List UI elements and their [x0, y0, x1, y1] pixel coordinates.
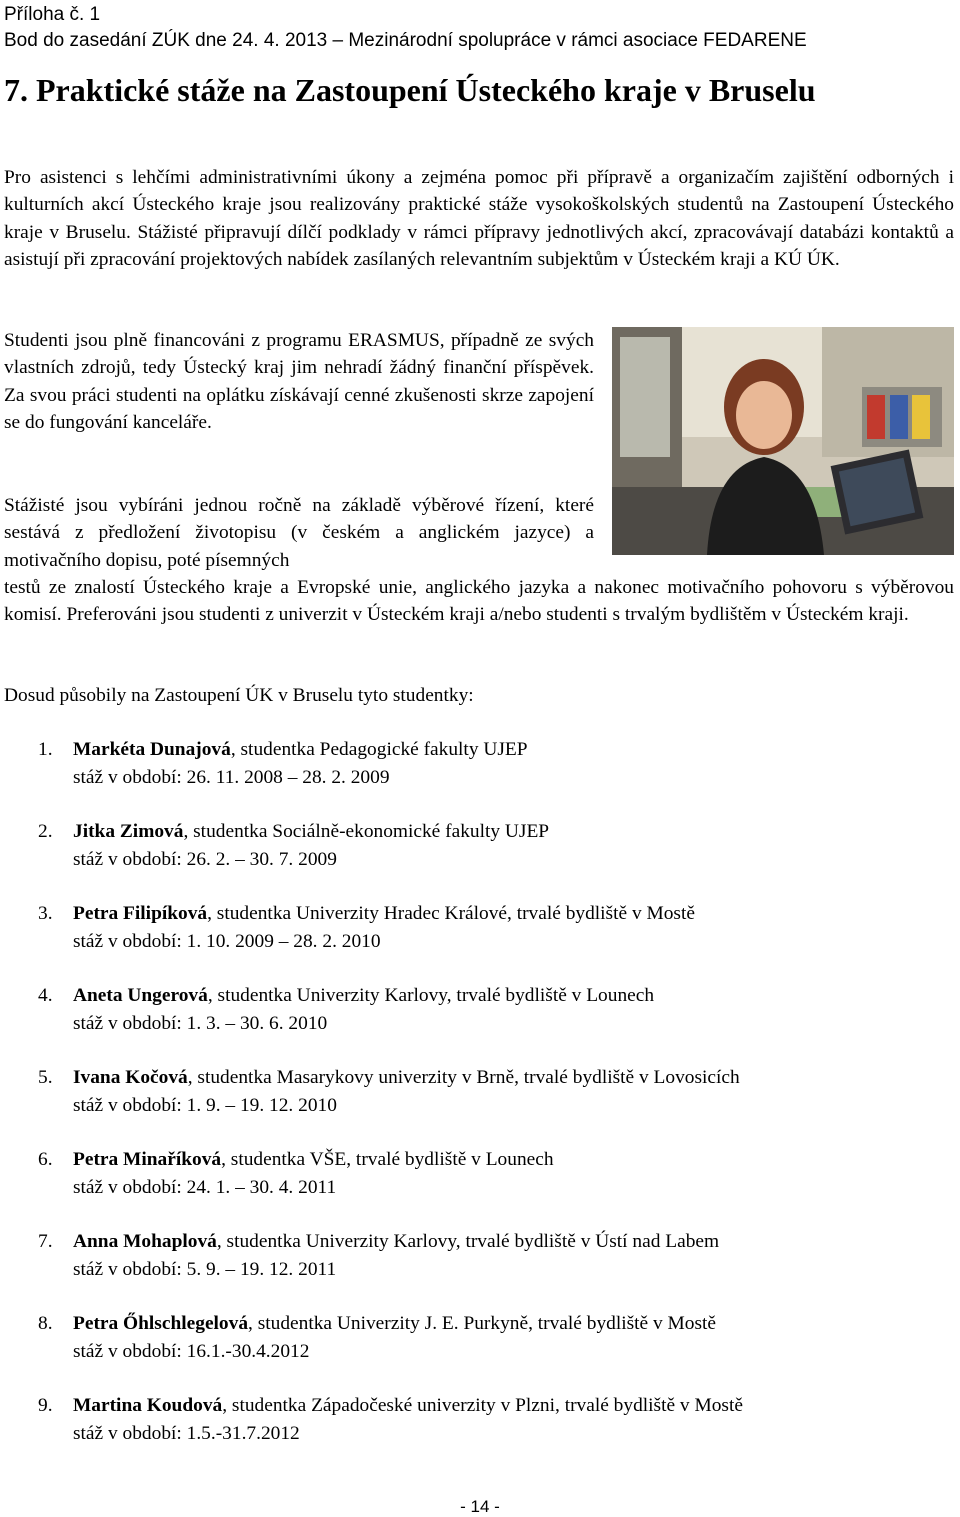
student-name: Jitka Zimová [73, 821, 184, 842]
item-number: 4. [38, 985, 53, 1006]
student-description: , studentka Masarykovy univerzity v Brně, trvalé bydliště v Lovosicích [187, 1067, 740, 1088]
item-number: 7. [38, 1231, 53, 1252]
item-number: 1. [38, 739, 53, 760]
meeting-point-label: Bod do zasedání ZÚK dne 24. 4. 2013 – Mezinárodní spolupráce v rámci asociace FEDARENE [4, 30, 807, 51]
intro-paragraph: Pro asistenci s lehčími administrativními úkony a zejména pomoc při přípravě a organizačím zajištění odborných i kulturních akcí Ústeckého kraje jsou realizovány praktické stáže vysokoškolských studentů na Zastoupení Ústeckého kraje v Bruselu. Stážisté připravují dílčí podklady v rámci přípravy jednotlivých akcí, zpracovávají databázi kontaktů a asistují při zpracování projektových nabídek zasílaných relevantním subjektům v Ústeckém kraji a KÚ ÚK. [4, 167, 954, 271]
internship-period: stáž v období: 1. 3. – 30. 6. 2010 [73, 1012, 328, 1034]
photo-illustration [612, 327, 954, 555]
internship-period: stáž v období: 1. 9. – 19. 12. 2010 [73, 1094, 337, 1116]
selection-paragraph-part2: testů ze znalostí Ústeckého kraje a Evropské unie, anglického jazyka a nakonec motivačního pohovoru s výběrovou komisí. Preferováni jsou studenti z univerzit v Ústeckém kraji a/nebo studenti s trvalým bydlištěm v Ústeckém kraji. [4, 577, 954, 626]
item-number: 9. [38, 1395, 53, 1416]
item-number: 5. [38, 1067, 53, 1088]
item-number: 2. [38, 821, 53, 842]
internship-period: stáž v období: 24. 1. – 30. 4. 2011 [73, 1176, 337, 1198]
student-description: , studentka VŠE, trvalé bydliště v Lounech [221, 1149, 554, 1170]
student-name: Markéta Dunajová [73, 739, 231, 760]
attachment-label: Příloha č. 1 [4, 4, 101, 25]
item-number: 8. [38, 1313, 53, 1334]
item-number: 3. [38, 903, 53, 924]
student-description: , studentka Západočeské univerzity v Plzni, trvalé bydliště v Mostě [222, 1395, 743, 1416]
section-title: 7. Praktické stáže na Zastoupení Ústeckého kraje v Bruselu [4, 72, 816, 108]
student-description: , studentka Univerzity J. E. Purkyně, trvalé bydliště v Mostě [248, 1313, 717, 1334]
internship-period: stáž v období: 26. 2. – 30. 7. 2009 [73, 848, 337, 870]
internship-period: stáž v období: 1. 10. 2009 – 28. 2. 2010 [73, 930, 381, 952]
funding-paragraph: Studenti jsou plně financováni z programu ERASMUS, případně ze svých vlastních zdrojů, tedy Ústecký kraj jim nehradí žádný finanční příspěvek. Za svou práci studenti na oplátku získávají cenné zkušenosti skrze zapojení se do fungování kanceláře. [4, 330, 594, 434]
students-intro: Dosud působily na Zastoupení ÚK v Bruselu tyto studentky: [4, 685, 474, 706]
student-office-photo [612, 327, 954, 555]
internship-period: stáž v období: 1.5.-31.7.2012 [73, 1422, 300, 1444]
student-name: Petra Minaříková [73, 1149, 222, 1170]
item-number: 6. [38, 1149, 53, 1170]
document-header [4, 2, 807, 54]
student-description: , studentka Pedagogické fakulty UJEP [230, 739, 528, 760]
student-name: Ivana Kočová [73, 1067, 188, 1088]
student-name: Petra Filipíková [73, 903, 208, 924]
student-description: , studentka Univerzity Karlovy, trvalé bydliště v Ústí nad Labem [216, 1231, 720, 1252]
student-description: , studentka Univerzity Hradec Králové, trvalé bydliště v Mostě [207, 903, 695, 924]
internship-period: stáž v období: 26. 11. 2008 – 28. 2. 2009 [73, 766, 390, 788]
internship-period: stáž v období: 5. 9. – 19. 12. 2011 [73, 1258, 337, 1280]
page-number: - 14 - [460, 1497, 500, 1516]
selection-paragraph-part1: Stážisté jsou vybíráni jednou ročně na základě výběrové řízení, které sestává z předložení životopisu (v českém a anglickém jazyce) a motivačního dopisu, poté písemných [4, 495, 594, 571]
student-name: Anna Mohaplová [73, 1231, 217, 1252]
internship-period: stáž v období: 16.1.-30.4.2012 [73, 1340, 310, 1362]
student-name: Petra Őhlschlegelová [73, 1313, 249, 1334]
student-description: , studentka Univerzity Karlovy, trvalé bydliště v Lounech [207, 985, 655, 1006]
student-name: Aneta Ungerová [73, 985, 208, 1006]
student-name: Martina Koudová [73, 1395, 223, 1416]
student-description: , studentka Sociálně-ekonomické fakulty UJEP [183, 821, 550, 842]
